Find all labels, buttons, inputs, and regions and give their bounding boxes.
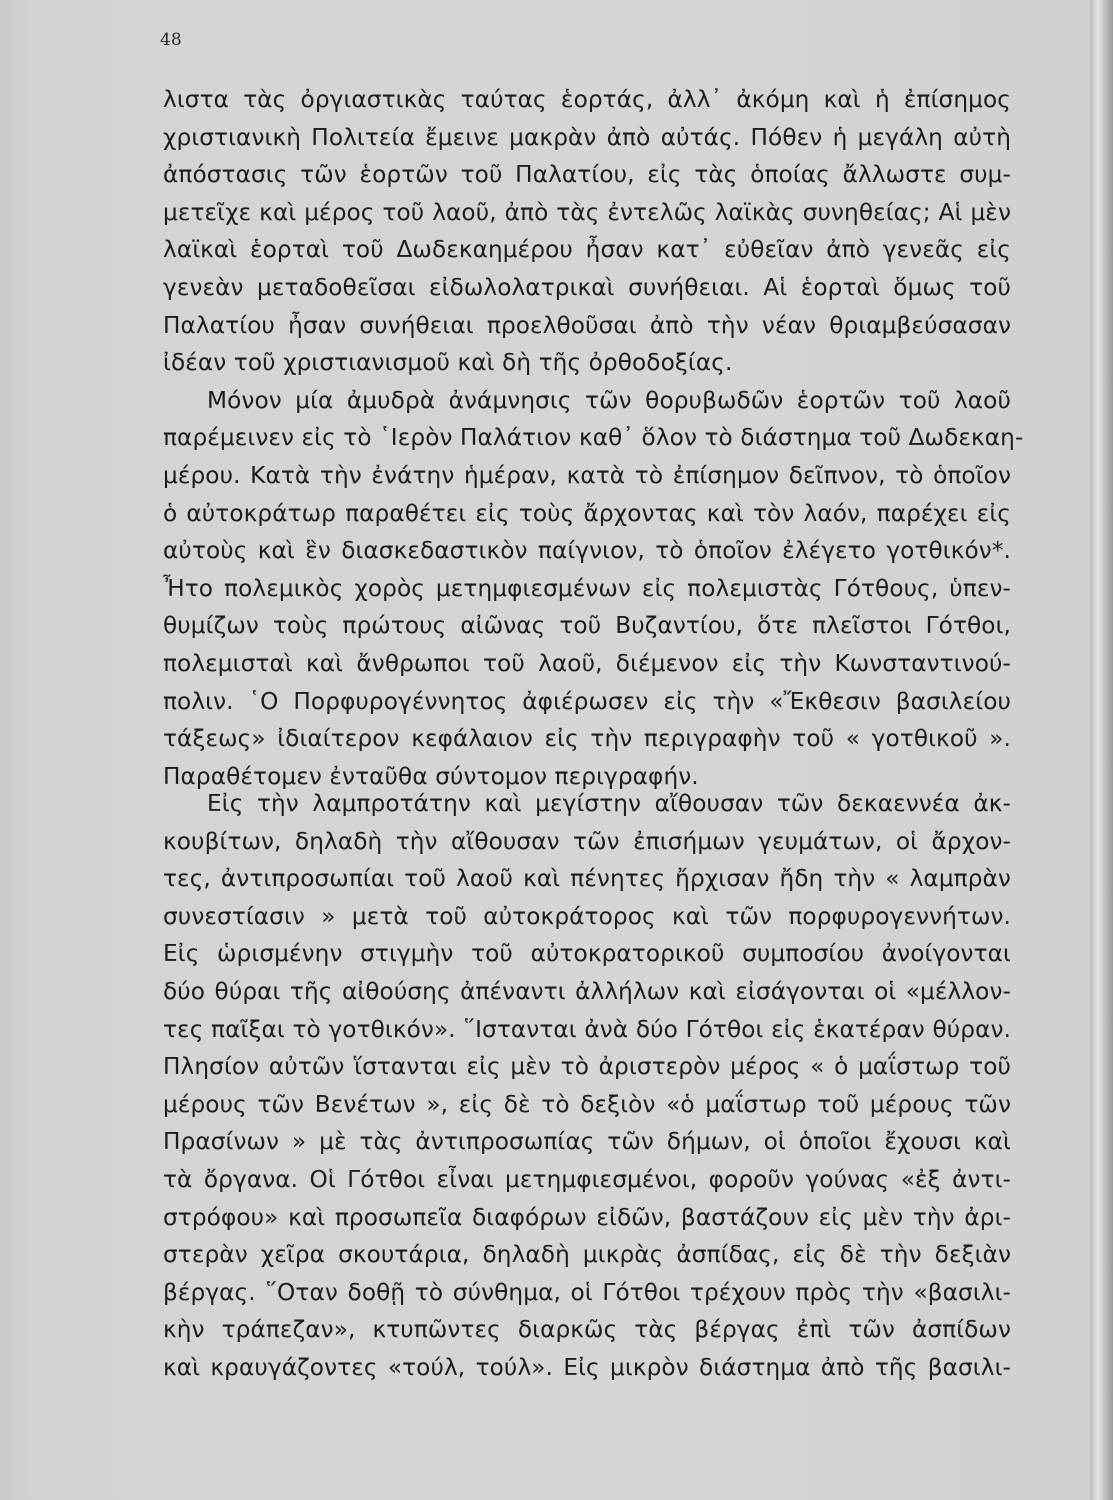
text-line: μετεῖχε καὶ μέρος τοῦ λαοῦ, ἀπὸ τὰς ἐντελῶς λαϊκὰς συνηθείας; Αἱ μὲν [163, 198, 1011, 226]
text-line: μέρους τῶν Βενέτων », εἰς δὲ τὸ δεξιὸν «ὁ μαΐστωρ τοῦ μέρους τῶν [163, 1090, 1011, 1118]
text-line: κὴν τράπεζαν», κτυπῶντες διαρκῶς τὰς βέργας ἐπὶ τῶν ἀσπίδων [163, 1316, 1011, 1344]
text-line: τὰ ὄργανα. Οἱ Γότθοι εἶναι μετημφιεσμένοι, φοροῦν γούνας «ἐξ ἀντι- [163, 1165, 1011, 1193]
text-line: ἀπόστασις τῶν ἑορτῶν τοῦ Παλατίου, εἰς τὰς ὁποίας ἄλλωστε συμ- [163, 161, 1011, 189]
text-line: θυμίζων τοὺς πρώτους αἰῶνας τοῦ Βυζαντίου, ὅτε πλεῖστοι Γότθοι, [163, 612, 1011, 640]
text-line: Εἰς ὡρισμένην στιγμὴν τοῦ αὐτοκρατορικοῦ συμποσίου ἀνοίγονται [163, 940, 1011, 968]
text-line: Μόνον μία ἀμυδρὰ ἀνάμνησις τῶν θορυβωδῶν ἑορτῶν τοῦ λαοῦ [207, 386, 1011, 414]
text-line: στερὰν χεῖρα σκουτάρια, δηλαδὴ μικρὰς ἀσπίδας, εἰς δὲ τὴν δεξιὰν [163, 1241, 1011, 1269]
text-line: τες, ἀντιπροσωπίαι τοῦ λαοῦ καὶ πένητες ἤρχισαν ἤδη τὴν « λαμπρὰν [163, 865, 1011, 893]
page-number: 48 [160, 30, 182, 50]
text-line: Παλατίου ἦσαν συνήθειαι προελθοῦσαι ἀπὸ τὴν νέαν θριαμβεύσασαν [163, 311, 1011, 339]
page-edge-shadow [1090, 0, 1113, 1500]
text-line: αὐτοὺς καὶ ἓν διασκεδαστικὸν παίγνιον, τὸ ὁποῖον ἐλέγετο γοτθικόν*. [163, 537, 1011, 565]
text-line: μέρου. Κατὰ τὴν ἐνάτην ἡμέραν, κατὰ τὸ ἐπίσημον δεῖπνον, τὸ ὁποῖον [163, 461, 1011, 489]
text-line: τάξεως» ἰδιαίτερον κεφάλαιον εἰς τὴν περιγραφὴν τοῦ « γοτθικοῦ ». [163, 725, 1011, 753]
text-block-lower [163, 785, 1011, 1387]
text-line: βέργας. ῞Οταν δοθῇ τὸ σύνθημα, οἱ Γότθοι τρέχουν πρὸς τὴν «βασιλι- [163, 1278, 1011, 1306]
text-line: Πρασίνων » μὲ τὰς ἀντιπροσωπίας τῶν δήμων, οἱ ὁποῖοι ἔχουσι καὶ [163, 1128, 1011, 1156]
text-line: γενεὰν μεταδοθεῖσαι εἰδωλολατρικαὶ συνήθειαι. Αἱ ἑορταὶ ὅμως τοῦ [163, 273, 1011, 301]
text-line: Εἰς τὴν λαμπροτάτην καὶ μεγίστην αἴθουσαν τῶν δεκαεννέα ἀκ- [207, 790, 1011, 817]
text-line: ὁ αὐτοκράτωρ παραθέτει εἰς τοὺς ἄρχοντας καὶ τὸν λαόν, παρέχει εἰς [163, 499, 1011, 527]
text-line: καὶ κραυγάζοντες «τούλ, τούλ». Εἰς μικρὸν διάστημα ἀπὸ τῆς βασιλι- [163, 1353, 1011, 1381]
text-line: κουβίτων, δηλαδὴ τὴν αἴθουσαν τῶν ἐπισήμων γευμάτων, οἱ ἄρχον- [163, 827, 1011, 855]
text-line: συνεστίασιν » μετὰ τοῦ αὐτοκράτορος καὶ τῶν πορφυρογεννήτων. [163, 902, 1011, 930]
text-line: λαϊκαὶ ἑορταὶ τοῦ Δωδεκαημέρου ἦσαν κατ᾽ εὐθεῖαν ἀπὸ γενεᾶς εἰς [163, 236, 1011, 264]
text-line: Πλησίον αὐτῶν ἵστανται εἰς μὲν τὸ ἀριστερὸν μέρος « ὁ μαΐστωρ τοῦ [163, 1053, 1011, 1081]
text-line: χριστιανικὴ Πολιτεία ἔμεινε μακρὰν ἀπὸ αὐτάς. Πόθεν ἡ μεγάλη αὐτὴ [163, 123, 1011, 151]
text-line: στρόφου» καὶ προσωπεῖα διαφόρων εἰδῶν, βαστάζουν εἰς μὲν τὴν ἀρι- [163, 1203, 1011, 1231]
text-line: δύο θύραι τῆς αἰθούσης ἀπέναντι ἀλλήλων καὶ εἰσάγονται οἱ «μέλλον- [163, 977, 1011, 1005]
text-line: ἰδέαν τοῦ χριστιανισμοῦ καὶ δὴ τῆς ὀρθοδοξίας. [163, 349, 733, 377]
text-line: Ἦτο πολεμικὸς χορὸς μετημφιεσμένων εἰς πολεμιστὰς Γότθους, ὑπεν- [163, 574, 1011, 602]
text-line: Παραθέτομεν ἐνταῦθα σύντομον περιγραφήν. [163, 762, 699, 790]
text-line: τες παῖξαι τὸ γοτθικόν». ῞Ιστανται ἀνὰ δύο Γότθοι εἰς ἑκατέραν θύραν. [163, 1015, 1011, 1043]
text-line: παρέμεινεν εἰς τὸ ῾Ιερὸν Παλάτιον καθ᾽ ὅλον τὸ διάστημα τοῦ Δωδεκαη- [163, 424, 1024, 452]
text-line: πολιν. ῾Ο Πορφυρογέννητος ἀφιέρωσεν εἰς τὴν «Ἔκθεσιν βασιλείου [163, 687, 1011, 715]
text-line: πολεμισταὶ καὶ ἄνθρωποι τοῦ λαοῦ, διέμενον εἰς τὴν Κωνσταντινού- [163, 649, 1011, 677]
text-block-upper [163, 81, 1024, 795]
text-line: λιστα τὰς ὀργιαστικὰς ταύτας ἑορτάς, ἀλλ᾽ ἀκόμη καὶ ἡ ἐπίσημος [163, 86, 1011, 113]
